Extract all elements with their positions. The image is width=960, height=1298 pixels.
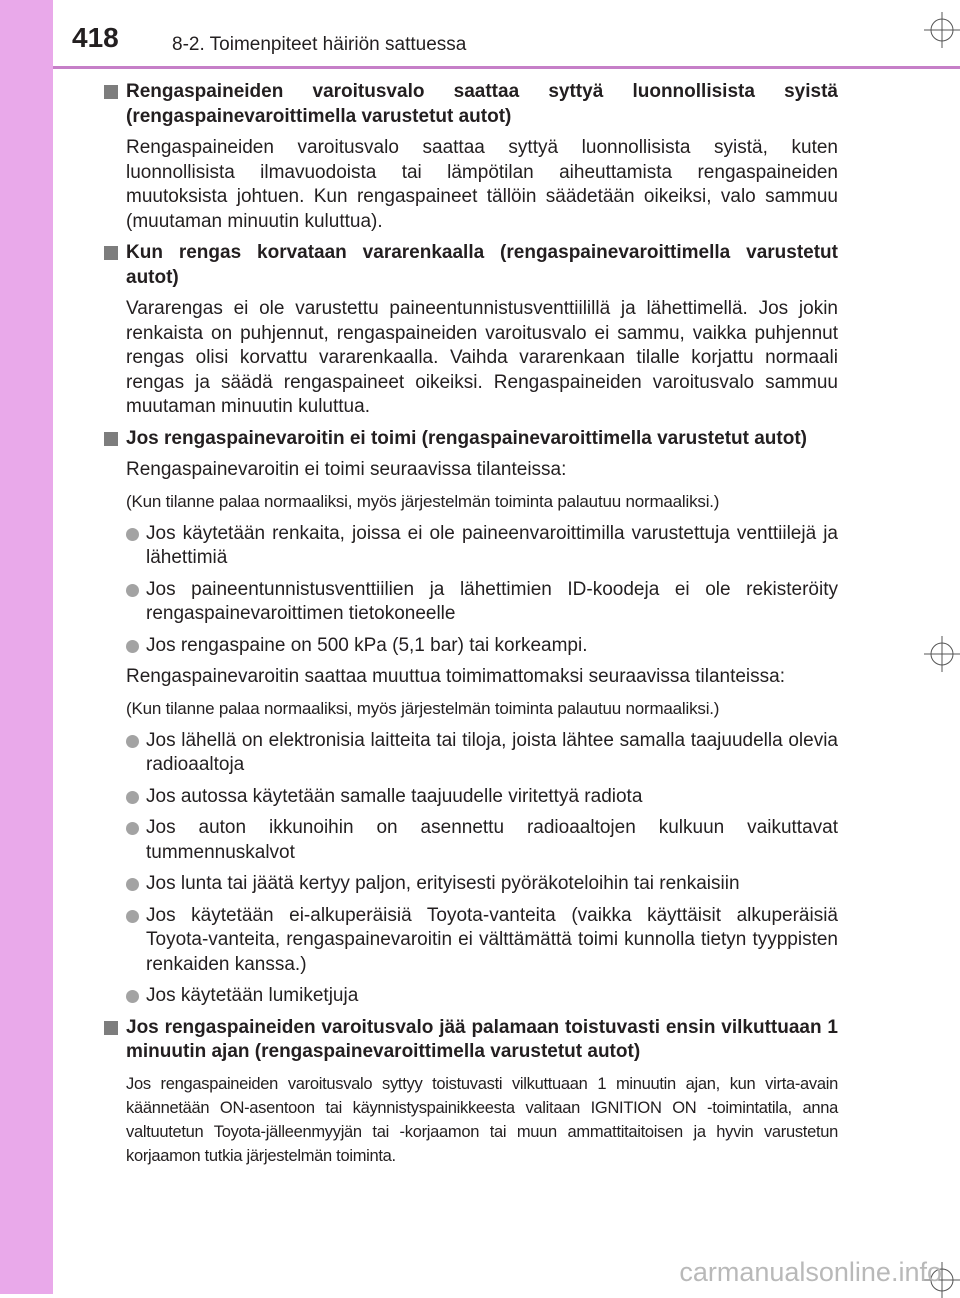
section-heading bbox=[104, 80, 838, 129]
section-heading bbox=[104, 241, 838, 290]
block-text: Jos käytetään ei-alkuperäisiä Toyota-vanteita (vaikka käyttäisit alkuperäisiä Toyota-vanteita, rengaspainevaroitin ei välttämättä toimi kunnolla tietyn tyyppisten renkaiden kanssa.) bbox=[146, 904, 838, 975]
block-text: Jos rengaspainevaroitin ei toimi (rengaspainevaroittimella varustetut autot) bbox=[126, 427, 808, 449]
section-heading bbox=[104, 1016, 838, 1065]
watermark: carmanualsonline.info bbox=[679, 1257, 942, 1287]
header-rule bbox=[53, 66, 960, 69]
block-text: (Kun tilanne palaa normaaliksi, myös järjestelmän toiminta palautuu normaaliksi.) bbox=[126, 491, 720, 511]
bullet-item bbox=[104, 816, 838, 865]
block-text: Rengaspaineiden varoitusvalo saattaa syttyä luonnollisista syistä, kuten luonnollisista ilmavuodoista tai lämpötilan aiheuttamista rengaspaineiden muutoksista johtuen. Kun rengaspaineet tällöin säädetään oikeiksi, valo sammuu (muutaman minuutin kuluttua). bbox=[126, 137, 838, 232]
bullet-item bbox=[104, 578, 838, 627]
body-paragraph bbox=[104, 136, 838, 234]
block-text: Jos rengaspaineiden varoitusvalo jää palamaan toistuvasti ensin vilkuttuaan 1 minuutin ajan (rengaspainevaroittimella varustetut autot) bbox=[126, 1016, 838, 1062]
crop-mark-top-icon bbox=[924, 12, 960, 48]
block-text: Jos käytetään lumiketjuja bbox=[146, 985, 359, 1006]
block-text: Vararengas ei ole varustettu paineentunnistusventtiilillä ja lähettimellä. Jos jokin renkaista on puhjennut, rengaspaineiden varoitusvalo ei sammu, vaikka puhjennut rengas olisi korvattu vararenkaalla. Vaihda vararenkaan tilalle korjattu normaali rengas ja säädä rengaspaineet oikeiksi. Rengaspaineiden varoitusvalo sammuu muutaman minuutin kuluttua. bbox=[126, 298, 838, 417]
bullet-item bbox=[104, 872, 838, 897]
bullet-circle-icon bbox=[126, 822, 139, 835]
bullet-circle-icon bbox=[126, 528, 139, 541]
body-paragraph bbox=[104, 297, 838, 420]
crop-mark-middle-icon bbox=[924, 636, 960, 672]
heading-square-icon bbox=[104, 246, 118, 260]
note-text bbox=[104, 490, 838, 514]
bullet-circle-icon bbox=[126, 735, 139, 748]
block-text: Rengaspainevaroitin ei toimi seuraavissa tilanteissa: bbox=[126, 459, 567, 480]
block-text: Jos käytetään renkaita, joissa ei ole paineenvaroittimilla varustettuja venttiilejä ja lähettimiä bbox=[146, 522, 838, 568]
bullet-circle-icon bbox=[126, 910, 139, 923]
heading-square-icon bbox=[104, 432, 118, 446]
body-paragraph bbox=[104, 458, 838, 483]
block-text: Jos paineentunnistusventtiilien ja lähettimien ID-koodeja ei ole rekisteröity rengaspainevaroittimen tietokoneelle bbox=[146, 578, 838, 624]
bullet-circle-icon bbox=[126, 640, 139, 653]
block-text: (Kun tilanne palaa normaaliksi, myös järjestelmän toiminta palautuu normaaliksi.) bbox=[126, 698, 720, 718]
section-heading bbox=[104, 427, 838, 452]
small-paragraph bbox=[104, 1072, 838, 1168]
block-text: Jos lunta tai jäätä kertyy paljon, erityisesti pyöräkoteloihin tai renkaisiin bbox=[146, 873, 740, 894]
block-text: Jos auton ikkunoihin on asennettu radioaaltojen kulkuun vaikuttavat tummennuskalvot bbox=[146, 817, 838, 863]
page-sidebar-tab bbox=[0, 0, 53, 1294]
page-content bbox=[104, 80, 838, 1168]
bullet-item bbox=[104, 729, 838, 778]
bullet-item bbox=[104, 785, 838, 810]
note-text bbox=[104, 697, 838, 721]
block-text: Rengaspaineiden varoitusvalo saattaa syttyä luonnollisista syistä (rengaspainevaroittimella varustetut autot) bbox=[126, 81, 838, 127]
bullet-circle-icon bbox=[126, 878, 139, 891]
heading-square-icon bbox=[104, 1021, 118, 1035]
page-number: 418 bbox=[72, 22, 119, 53]
block-text: Kun rengas korvataan vararenkaalla (rengaspainevaroittimella varustetut autot) bbox=[126, 242, 838, 288]
body-paragraph bbox=[104, 665, 838, 690]
block-text: Jos rengaspaine on 500 kPa (5,1 bar) tai korkeampi. bbox=[146, 634, 588, 656]
bullet-circle-icon bbox=[126, 791, 139, 804]
section-title: 8-2. Toimenpiteet häiriön sattuessa bbox=[172, 34, 467, 55]
block-text: Jos lähellä on elektronisia laitteita tai tiloja, joista lähtee samalla taajuudella olevia radioaaltoja bbox=[146, 729, 838, 775]
block-text: Jos rengaspaineiden varoitusvalo syttyy toistuvasti vilkuttuaan 1 minuutin ajan, kun virta-avain käännetään ON-asentoon tai käynnistyspainikkeesta valitaan IGNITION ON -toimintatila, anna valtuutetun Toyota-jälleenmyyjän tai -korjaamon tai muun ammattitaitoisen ja hyvin varustetun korjaamon tutkia järjestelmän toiminta. bbox=[126, 1074, 838, 1165]
bullet-item bbox=[104, 904, 838, 978]
bullet-circle-icon bbox=[126, 990, 139, 1003]
heading-square-icon bbox=[104, 85, 118, 99]
bullet-item bbox=[104, 522, 838, 571]
bullet-item bbox=[104, 634, 838, 659]
bullet-circle-icon bbox=[126, 584, 139, 597]
block-text: Rengaspainevaroitin saattaa muuttua toimimattomaksi seuraavissa tilanteissa: bbox=[126, 666, 785, 687]
block-text: Jos autossa käytetään samalle taajuudelle viritettyä radiota bbox=[146, 785, 643, 807]
bullet-item bbox=[104, 984, 838, 1009]
